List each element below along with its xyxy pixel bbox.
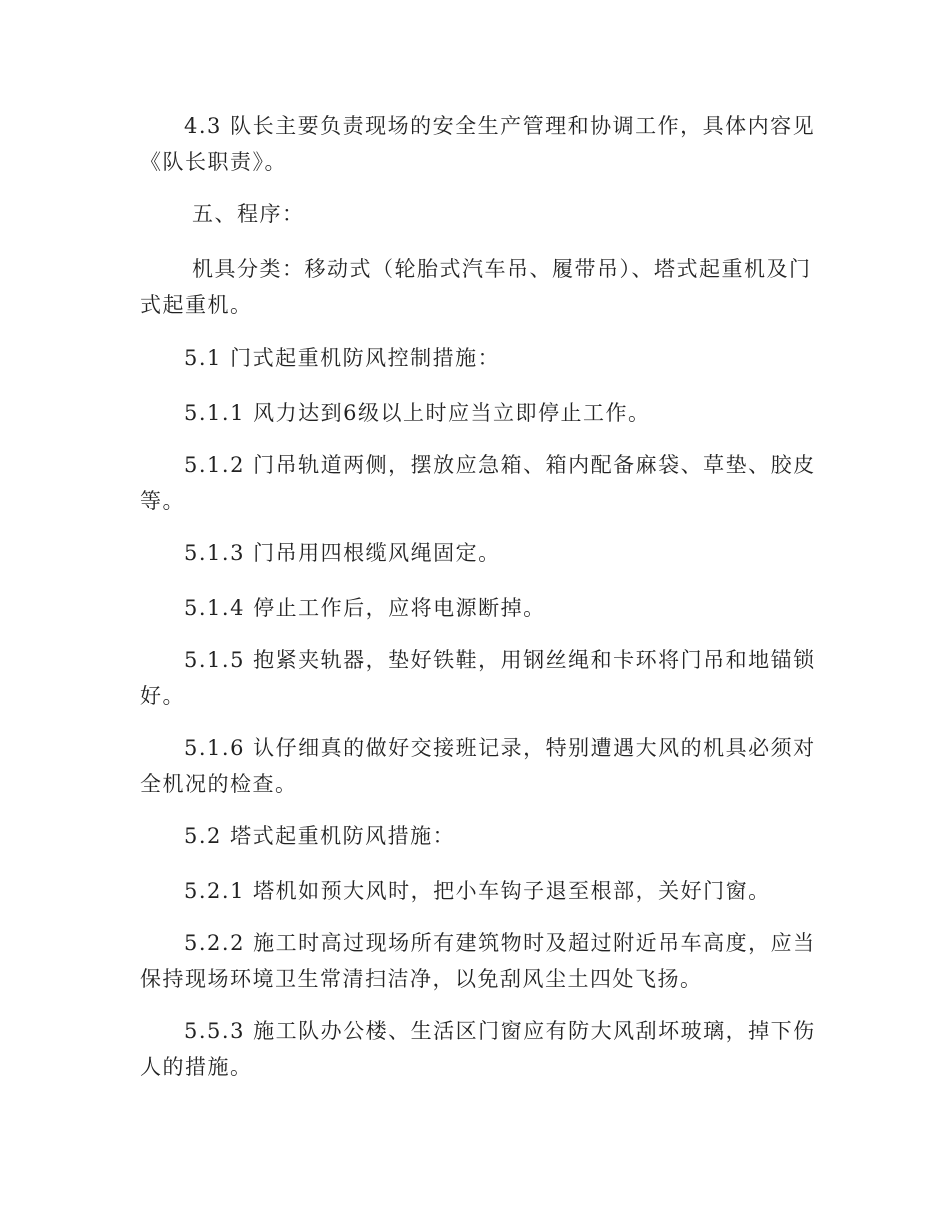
section-heading-5 <box>140 196 810 232</box>
paragraph-line: 5.1.3 门吊用四根缆风绳固定。 <box>184 541 501 565</box>
paragraph-equipment-classification <box>140 251 810 323</box>
paragraph-line: 5.1.6 认仔细真的做好交接班记录，特别遭遇大风的机具必须对 <box>184 736 816 760</box>
paragraph-5-1-4 <box>140 590 810 626</box>
paragraph-5-1-2 <box>140 447 816 519</box>
paragraph-line: 5.2.1 塔机如预大风时，把小车钩子退至根部，关好门窗。 <box>184 879 771 903</box>
paragraph-line: 等。 <box>140 489 185 513</box>
paragraph-5-2 <box>140 818 810 854</box>
paragraph-5-5-3 <box>140 1013 816 1085</box>
paragraph-5-1 <box>140 340 810 376</box>
paragraph-line: 5.1.2 门吊轨道两侧，摆放应急箱、箱内配备麻袋、草垫、胶皮 <box>184 453 816 477</box>
paragraph-5-1-3 <box>140 535 810 571</box>
paragraph-line: 机具分类：移动式（轮胎式汽车吊、履带吊）、塔式起重机及门 <box>192 257 812 281</box>
paragraph-line: 5.5.3 施工队办公楼、生活区门窗应有防大风刮坏玻璃，掉下伤 <box>184 1019 816 1043</box>
paragraph-5-1-5 <box>140 642 816 714</box>
paragraph-line: 人的措施。 <box>140 1055 253 1079</box>
paragraph-5-1-1 <box>140 395 810 431</box>
paragraph-line: 全机况的检查。 <box>140 772 298 796</box>
paragraph-5-2-2 <box>140 925 816 997</box>
paragraph-line: 5.1 门式起重机防风控制措施： <box>184 346 501 370</box>
paragraph-line: 5.1.5 抱紧夹轨器，垫好铁鞋，用钢丝绳和卡环将门吊和地锚锁 <box>184 648 816 672</box>
paragraph-line: 5.1.1 风力达到6级以上时应当立即停止工作。 <box>184 401 651 425</box>
paragraph-line: 式起重机。 <box>140 293 253 317</box>
paragraph-line: 4.3 队长主要负责现场的安全生产管理和协调工作，具体内容见 <box>184 114 816 138</box>
paragraph-line: 5.2.2 施工时高过现场所有建筑物时及超过附近吊车高度，应当 <box>184 931 816 955</box>
paragraph-4-3 <box>140 108 816 180</box>
section-heading-text: 五、程序： <box>192 202 305 226</box>
paragraph-line: 5.2 塔式起重机防风措施： <box>184 824 456 848</box>
paragraph-line: 保持现场环境卫生常清扫洁净，以免刮风尘土四处飞扬。 <box>140 967 703 991</box>
paragraph-line: 5.1.4 停止工作后，应将电源断掉。 <box>184 596 546 620</box>
paragraph-line: 好。 <box>140 684 185 708</box>
paragraph-5-1-6 <box>140 730 816 802</box>
paragraph-line: 《队长职责》。 <box>140 150 287 174</box>
paragraph-5-2-1 <box>140 873 810 909</box>
